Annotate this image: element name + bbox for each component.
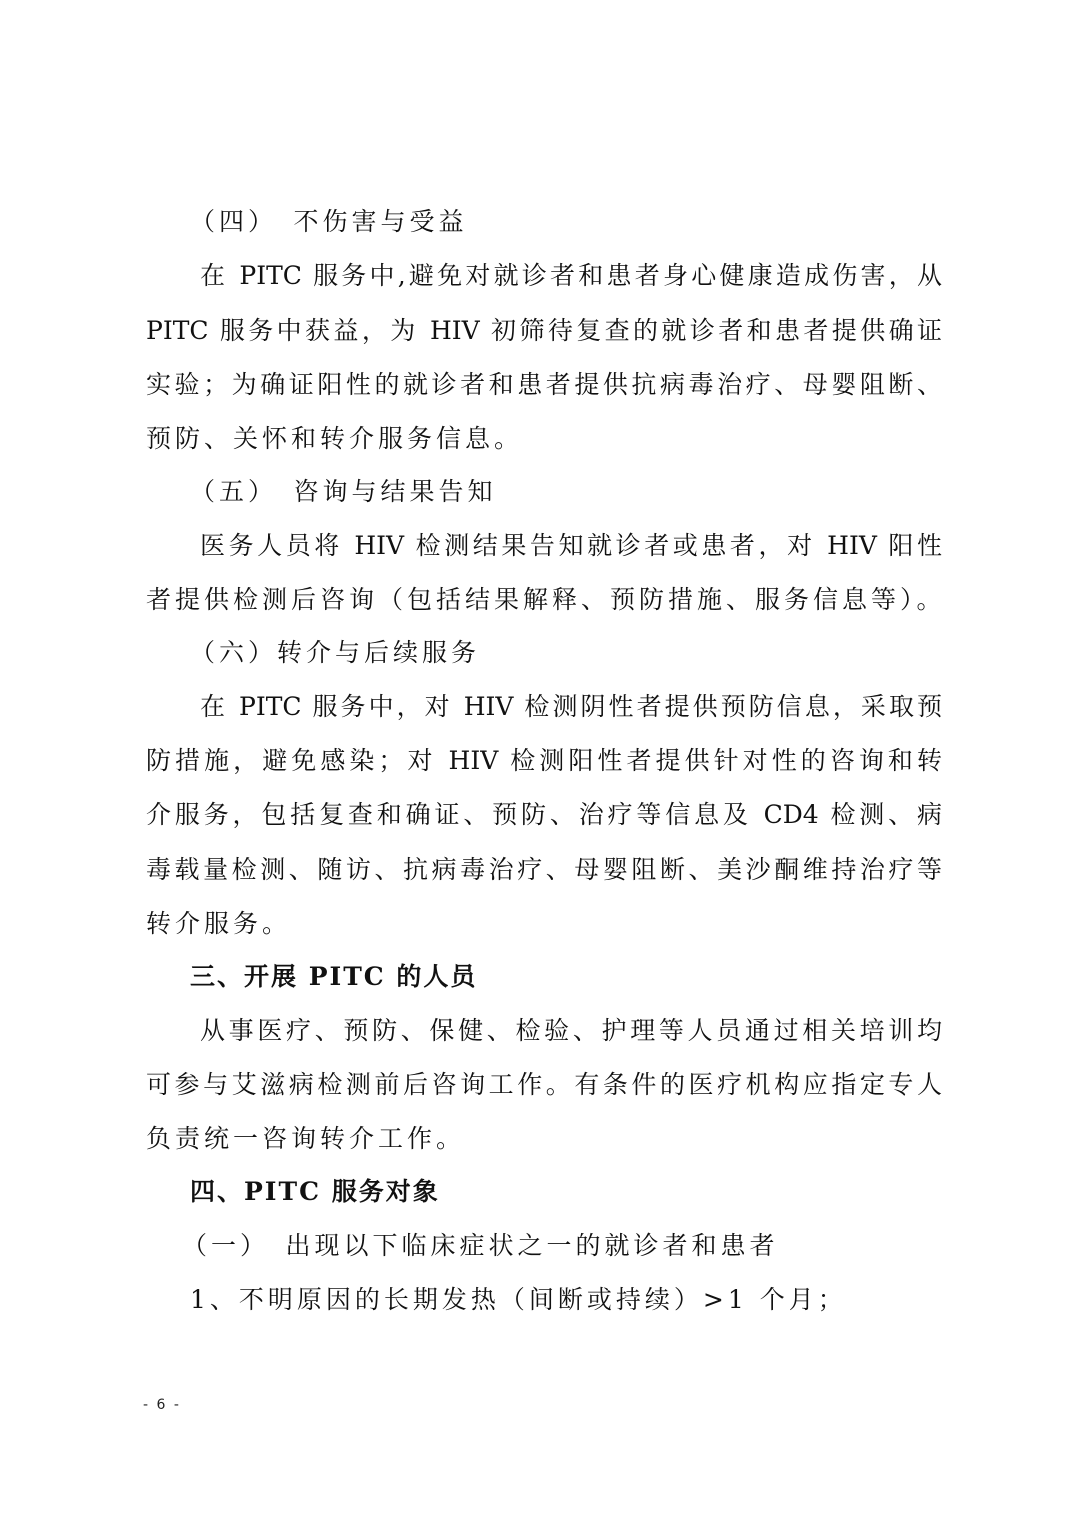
paragraph-line: 医务人员将 HIV 检测结果告知就诊者或患者，对 HIV 阳性	[200, 531, 942, 560]
paragraph-line: 介服务，包括复查和确证、预防、治疗等信息及 CD4 检测、病	[146, 800, 942, 829]
section-heading-5: （五） 咨询与结果告知	[190, 477, 497, 506]
paragraph-line: 在 PITC 服务中,避免对就诊者和患者身心健康造成伤害，从	[200, 261, 942, 290]
paragraph-line: 毒载量检测、随访、抗病毒治疗、母婴阻断、美沙酮维持治疗等	[146, 855, 942, 884]
paragraph-line: 防措施，避免感染；对 HIV 检测阳性者提供针对性的咨询和转	[146, 746, 942, 775]
paragraph-line: 负责统一咨询转介工作。	[146, 1124, 466, 1153]
paragraph-line: 者提供检测后咨询（包括结果解释、预防措施、服务信息等）。	[146, 585, 946, 614]
paragraph-line: 可参与艾滋病检测前后咨询工作。有条件的医疗机构应指定专人	[146, 1070, 942, 1099]
page-number: - 6 -	[143, 1397, 181, 1413]
subsection-heading-1: （一） 出现以下临床症状之一的就诊者和患者	[182, 1231, 779, 1260]
paragraph-line: 预防、关怀和转介服务信息。	[146, 424, 524, 453]
paragraph-line: 实验；为确证阳性的就诊者和患者提供抗病毒治疗、母婴阻断、	[146, 370, 942, 399]
paragraph-line: 从事医疗、预防、保健、检验、护理等人员通过相关培训均	[200, 1016, 942, 1045]
chapter-heading-3: 三、开展 PITC 的人员	[190, 962, 478, 991]
chapter-heading-4: 四、PITC 服务对象	[190, 1177, 440, 1206]
paragraph-line: 在 PITC 服务中，对 HIV 检测阴性者提供预防信息，采取预	[200, 692, 942, 721]
list-item: 1、不明原因的长期发热（间断或持续）>1 个月；	[190, 1285, 847, 1314]
section-heading-6: （六）转介与后续服务	[190, 638, 481, 667]
section-heading-4: （四） 不伤害与受益	[190, 207, 468, 236]
paragraph-line: 转介服务。	[146, 909, 292, 938]
paragraph-line: PITC 服务中获益，为 HIV 初筛待复查的就诊者和患者提供确证	[146, 316, 942, 345]
